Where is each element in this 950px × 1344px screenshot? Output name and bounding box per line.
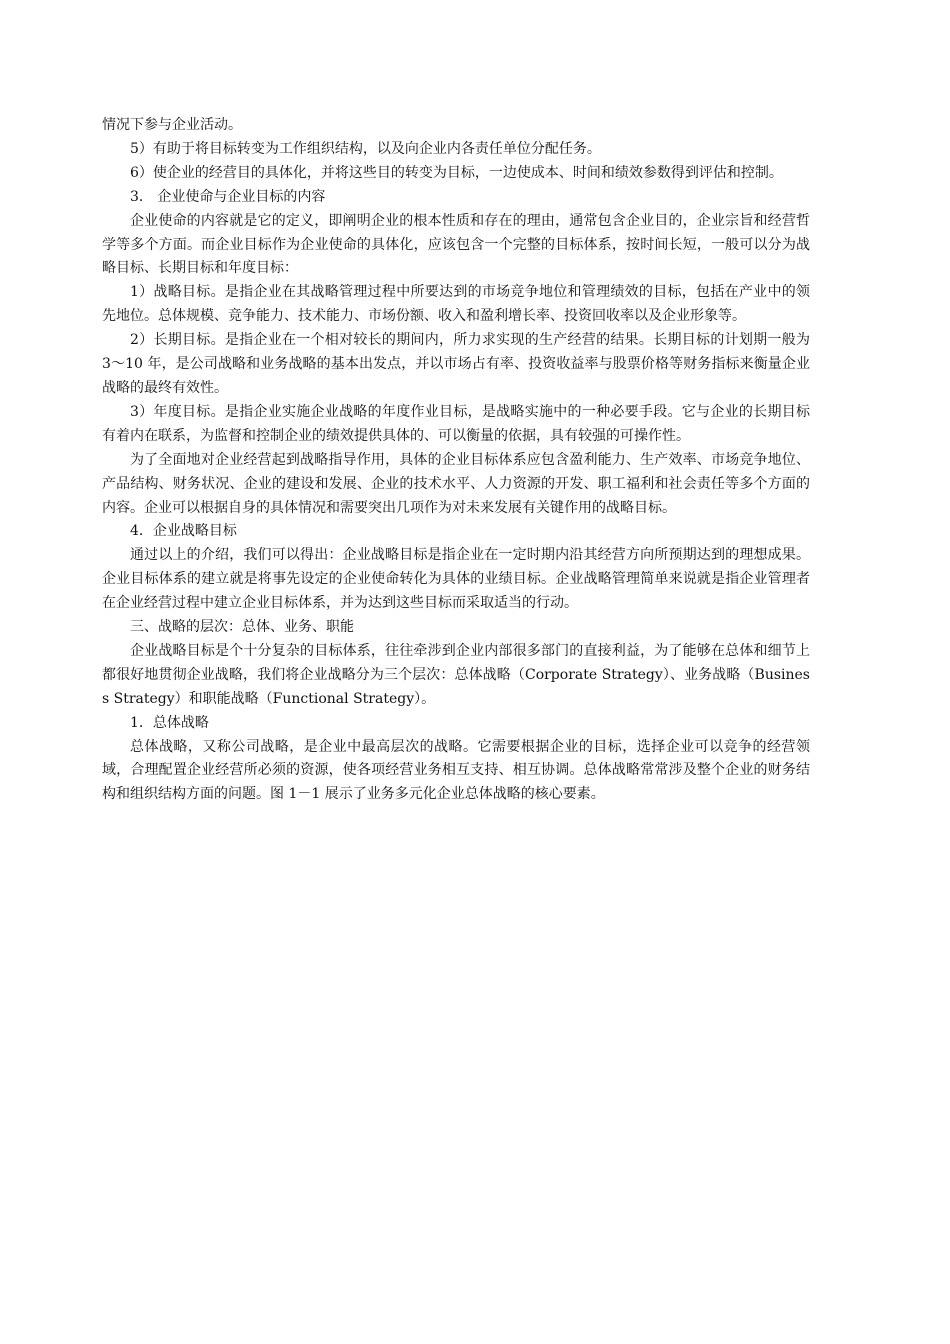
paragraph-corporate-strategy: 总体战略，又称公司战略，是企业中最高层次的战略。它需要根据企业的目标，选择企业可以竞争的经营领域，合理配置企业经营所必须的资源，使各项经营业务相互支持、相互协调。总体战略常常涉及整个企业的财务结构和组织结构方面的问题。图 1－1 展示了业务多元化企业总体战略的核心要素。: [102, 738, 810, 803]
list-item-annual-goal: 3）年度目标。是指企业实施企业战略的年度作业目标，是战略实施中的一种必要手段。它与企业的长期目标有着内在联系，为监督和控制企业的绩效提供具体的、可以衡量的依据，具有较强的可操作性。: [102, 403, 810, 444]
list-item-strategic-goal: 1）战略目标。是指企业在其战略管理过程中所要达到的市场竞争地位和管理绩效的目标，包括在产业中的领先地位。总体规模、竞争能力、技术能力、市场份额、收入和盈利增长率、投资回收率以及企业形象等。: [102, 284, 810, 325]
list-item-5: 5）有助于将目标转变为工作组织结构，以及向企业内各责任单位分配任务。: [130, 140, 601, 157]
section-heading-3: 3． 企业使命与企业目标的内容: [130, 188, 326, 205]
paragraph-mission-content: 企业使命的内容就是它的定义，即阐明企业的根本性质和存在的理由，通常包含企业目的，企业宗旨和经营哲学等多个方面。而企业目标作为企业使命的具体化，应该包含一个完整的目标体系，按时间长短，一般可以分为战略目标、长期目标和年度目标：: [102, 212, 810, 277]
paragraph-goal-system: 为了全面地对企业经营起到战略指导作用，具体的企业目标体系应包含盈利能力、生产效率、市场竞争地位、产品结构、财务状况、企业的建设和发展、企业的技术水平、人力资源的开发、职工福利和社会责任等多个方面的内容。企业可以根据自身的具体情况和需要突出几项作为对未来发展有关键作用的战略目标。: [102, 451, 810, 516]
paragraph-continuation: 情况下参与企业活动。: [102, 117, 242, 133]
document-page: [102, 114, 810, 807]
section-heading-corporate-strategy: 1．总体战略: [130, 714, 209, 731]
section-heading-4: 4．企业战略目标: [130, 523, 237, 540]
list-item-long-term-goal: 2）长期目标。是指企业在一个相对较长的期间内，所力求实现的生产经营的结果。长期目标的计划期一般为 3～10 年，是公司战略和业务战略的基本出发点，并以市场占有率、投资收益率与股票价格等财务指标来衡量企业战略的最终有效性。: [102, 332, 810, 396]
paragraph-strategic-goal-definition: 通过以上的介绍，我们可以得出：企业战略目标是指企业在一定时期内沿其经营方向所预期达到的理想成果。企业目标体系的建立就是将事先设定的企业使命转化为具体的业绩目标。企业战略管理简单来说就是指企业管理者在企业经营过程中建立企业目标体系，并为达到这些目标而采取适当的行动。: [102, 547, 810, 612]
chapter-heading-strategy-levels: 三、战略的层次：总体、业务、职能: [130, 619, 354, 636]
paragraph-strategy-levels: 企业战略目标是个十分复杂的目标体系，往往牵涉到企业内部很多部门的直接利益，为了能够在总体和细节上都很好地贯彻企业战略，我们将企业战略分为三个层次：总体战略（Corporate Strategy）、业务战略（Business Strategy）和职能战略（Functional Strategy）。: [102, 642, 810, 707]
list-item-6: 6）使企业的经营目的具体化，并将这些目的转变为目标，一边使成本、时间和绩效参数得到评估和控制。: [130, 164, 783, 181]
